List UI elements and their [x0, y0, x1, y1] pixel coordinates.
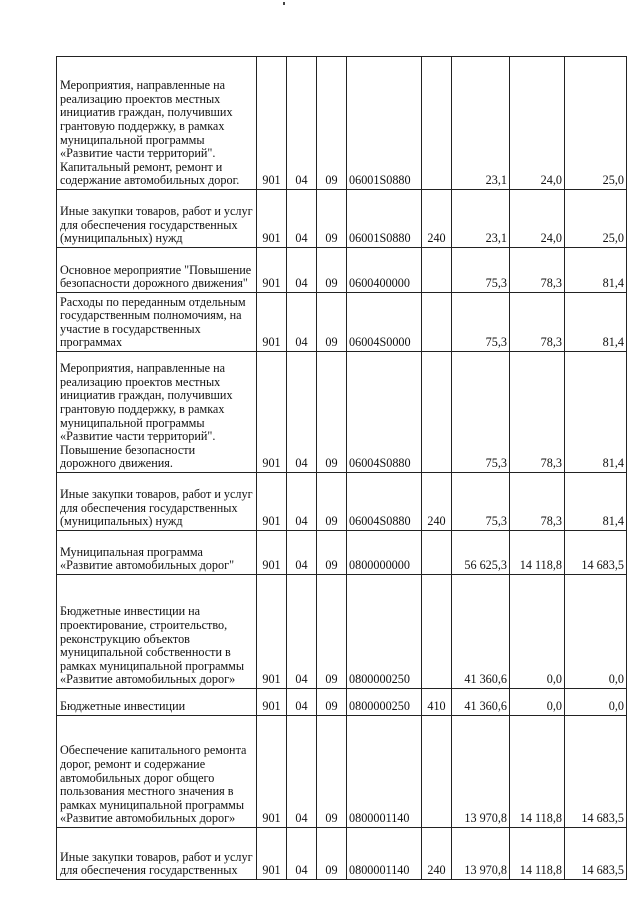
- cell-name: Обеспечение капитального ремонта дорог, ремонт и содержание автомобильных дорог общего пользования местного значения в рамках муниципальной программы «Развитие автомобильных дорог»: [57, 716, 257, 828]
- cell-pr: 09: [317, 293, 347, 352]
- cell-csr: 06001S0880: [347, 190, 422, 248]
- cell-vr: 240: [422, 473, 452, 531]
- cell-year3: 25,0: [565, 57, 627, 190]
- cell-year1: 56 625,3: [452, 531, 510, 575]
- cell-year3: 81,4: [565, 248, 627, 293]
- cell-rz: 04: [287, 57, 317, 190]
- cell-pr: 09: [317, 716, 347, 828]
- cell-vr: [422, 293, 452, 352]
- cell-rz: 04: [287, 689, 317, 716]
- cell-vr: [422, 248, 452, 293]
- cell-vr: 240: [422, 828, 452, 880]
- cell-csr: 0800001140: [347, 828, 422, 880]
- cell-csr: 0800001140: [347, 716, 422, 828]
- cell-year2: 14 118,8: [510, 828, 565, 880]
- table-row: [57, 531, 627, 575]
- cell-rz: 04: [287, 190, 317, 248]
- cell-ved: 901: [257, 689, 287, 716]
- cell-ved: 901: [257, 531, 287, 575]
- cell-rz: 04: [287, 352, 317, 473]
- cell-year2: 78,3: [510, 473, 565, 531]
- cell-vr: [422, 575, 452, 689]
- cell-year3: 0,0: [565, 575, 627, 689]
- cell-year2: 78,3: [510, 352, 565, 473]
- cell-csr: 0800000250: [347, 575, 422, 689]
- cell-name: Иные закупки товаров, работ и услуг для обеспечения государственных: [57, 828, 257, 880]
- cell-year2: 0,0: [510, 689, 565, 716]
- cell-name: Бюджетные инвестиции на проектирование, строительство, реконструкцию объектов муниципальной собственности в рамках муниципальной программы «Развитие автомобильных дорог»: [57, 575, 257, 689]
- cell-name: Иные закупки товаров, работ и услуг для обеспечения государственных (муниципальных) нужд: [57, 190, 257, 248]
- cell-vr: 240: [422, 190, 452, 248]
- cell-vr: 410: [422, 689, 452, 716]
- cell-year3: 81,4: [565, 293, 627, 352]
- cell-csr: 0600400000: [347, 248, 422, 293]
- table-row: [57, 57, 627, 190]
- cell-year2: 14 118,8: [510, 716, 565, 828]
- cell-name: Мероприятия, направленные на реализацию проектов местных инициатив граждан, получивших грантовую поддержку, в рамках муниципальной программы «Развитие части территорий". Повышение безопасности дорожного движения.: [57, 352, 257, 473]
- cell-year1: 75,3: [452, 473, 510, 531]
- cell-ved: 901: [257, 190, 287, 248]
- cell-vr: [422, 352, 452, 473]
- cell-year3: 14 683,5: [565, 828, 627, 880]
- cell-ved: 901: [257, 473, 287, 531]
- cell-ved: 901: [257, 828, 287, 880]
- table-row: [57, 293, 627, 352]
- cell-rz: 04: [287, 716, 317, 828]
- cell-name: Мероприятия, направленные на реализацию проектов местных инициатив граждан, получивших грантовую поддержку, в рамках муниципальной программы «Развитие части территорий". Капитальный ремонт, ремонт и содержание автомобильных дорог.: [57, 57, 257, 190]
- cell-year3: 14 683,5: [565, 716, 627, 828]
- table-row: [57, 689, 627, 716]
- budget-table: [56, 56, 627, 880]
- cell-name: Основное мероприятие "Повышение безопасности дорожного движения": [57, 248, 257, 293]
- cell-year3: 14 683,5: [565, 531, 627, 575]
- cell-ved: 901: [257, 352, 287, 473]
- cell-year2: 24,0: [510, 57, 565, 190]
- cell-year1: 41 360,6: [452, 689, 510, 716]
- cell-pr: 09: [317, 531, 347, 575]
- cell-rz: 04: [287, 293, 317, 352]
- cell-vr: [422, 531, 452, 575]
- cell-csr: 06004S0880: [347, 352, 422, 473]
- cell-pr: 09: [317, 689, 347, 716]
- cell-year3: 81,4: [565, 473, 627, 531]
- table-row: [57, 248, 627, 293]
- cell-ved: 901: [257, 57, 287, 190]
- cell-year2: 78,3: [510, 293, 565, 352]
- cell-rz: 04: [287, 828, 317, 880]
- table-row: [57, 473, 627, 531]
- cell-ved: 901: [257, 293, 287, 352]
- cell-ved: 901: [257, 575, 287, 689]
- cell-csr: 06004S0880: [347, 473, 422, 531]
- scan-speck: [283, 2, 285, 5]
- cell-name: Муниципальная программа «Развитие автомобильных дорог": [57, 531, 257, 575]
- cell-vr: [422, 57, 452, 190]
- cell-csr: 06001S0880: [347, 57, 422, 190]
- cell-csr: 06004S0000: [347, 293, 422, 352]
- cell-vr: [422, 716, 452, 828]
- cell-year1: 75,3: [452, 248, 510, 293]
- cell-ved: 901: [257, 248, 287, 293]
- cell-year1: 41 360,6: [452, 575, 510, 689]
- cell-year1: 23,1: [452, 57, 510, 190]
- cell-pr: 09: [317, 190, 347, 248]
- cell-pr: 09: [317, 352, 347, 473]
- cell-year1: 75,3: [452, 352, 510, 473]
- cell-pr: 09: [317, 57, 347, 190]
- cell-rz: 04: [287, 473, 317, 531]
- table-row: [57, 716, 627, 828]
- table-row: [57, 190, 627, 248]
- cell-year2: 14 118,8: [510, 531, 565, 575]
- cell-year3: 81,4: [565, 352, 627, 473]
- cell-csr: 0800000250: [347, 689, 422, 716]
- cell-name: Иные закупки товаров, работ и услуг для обеспечения государственных (муниципальных) нужд: [57, 473, 257, 531]
- cell-name: Расходы по переданным отдельным государственным полномочиям, на участие в государственных программах: [57, 293, 257, 352]
- table-row: [57, 828, 627, 880]
- cell-name: Бюджетные инвестиции: [57, 689, 257, 716]
- table-body: [57, 57, 627, 880]
- cell-pr: 09: [317, 248, 347, 293]
- cell-rz: 04: [287, 531, 317, 575]
- cell-pr: 09: [317, 473, 347, 531]
- cell-year2: 78,3: [510, 248, 565, 293]
- cell-csr: 0800000000: [347, 531, 422, 575]
- cell-year1: 75,3: [452, 293, 510, 352]
- cell-year1: 13 970,8: [452, 828, 510, 880]
- cell-year3: 0,0: [565, 689, 627, 716]
- cell-pr: 09: [317, 828, 347, 880]
- table-row: [57, 575, 627, 689]
- cell-year3: 25,0: [565, 190, 627, 248]
- cell-year2: 0,0: [510, 575, 565, 689]
- cell-rz: 04: [287, 248, 317, 293]
- cell-year2: 24,0: [510, 190, 565, 248]
- table-row: [57, 352, 627, 473]
- cell-year1: 23,1: [452, 190, 510, 248]
- cell-rz: 04: [287, 575, 317, 689]
- cell-pr: 09: [317, 575, 347, 689]
- cell-year1: 13 970,8: [452, 716, 510, 828]
- cell-ved: 901: [257, 716, 287, 828]
